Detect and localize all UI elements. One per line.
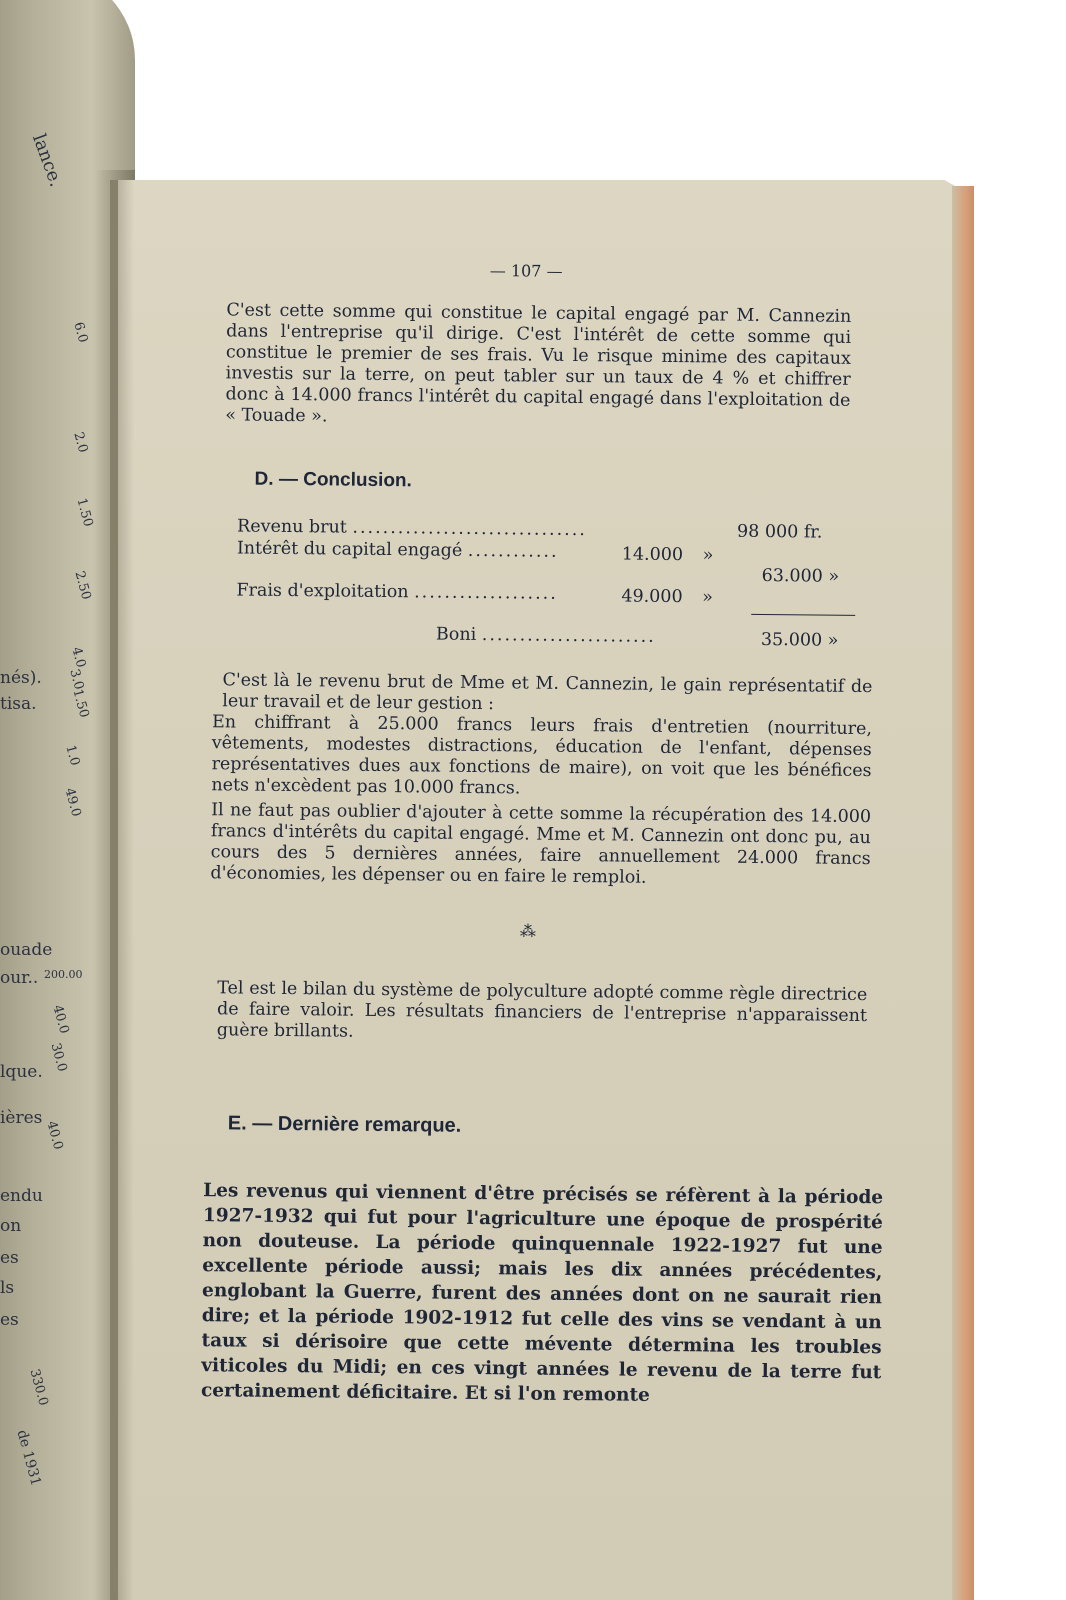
left-fragment: 2.50 — [71, 569, 94, 602]
page-number: — 107 — — [489, 261, 563, 281]
gutter-shadow — [110, 180, 134, 1600]
row-dots: ....................... — [481, 625, 656, 647]
left-fragment: nés). — [0, 668, 42, 688]
left-fragment: ières — [0, 1108, 43, 1128]
left-fragment: 2.0 — [70, 430, 91, 455]
left-fragment: lque. — [0, 1062, 43, 1082]
left-fragment: 330.0 — [26, 1367, 51, 1408]
left-fragment: tisa. — [0, 694, 37, 714]
row-label: Frais d'exploitation — [236, 580, 409, 603]
left-fragment: 1.0 — [62, 743, 83, 768]
row-revenu-brut-value: 98 000 fr. — [736, 521, 823, 543]
left-fragment: ouade — [0, 940, 53, 960]
left-fragment: on — [0, 1216, 22, 1236]
left-fragment: ls — [0, 1278, 15, 1298]
row-interet — [237, 538, 559, 561]
row-revenu-brut — [237, 516, 587, 540]
row-mid-value: 14.000 — [621, 544, 684, 566]
intro-paragraph: C'est cette somme qui constitue le capital engagé par M. Cannezin dans l'entreprise qu'il dirige. C'est l'intérêt de cette somme qui constitue le premier de ses frais. Vu le risque minime des capitaux investis sur la terre, on peut tabler sur un taux de 4 % et chiffrer donc à 14.000 francs l'intérêt du capital engagé dans l'exploitation de « Touade ». — [225, 300, 852, 427]
row-frais — [236, 580, 558, 603]
row-label: Boni — [435, 624, 477, 645]
row-interet-value — [622, 544, 714, 565]
page-edge — [952, 186, 974, 1600]
left-fragment: es — [0, 1310, 19, 1330]
row-label: Intérêt du capital engagé — [236, 538, 463, 561]
row-mid-value: 49.000 — [621, 586, 683, 608]
paragraph-bilan: Tel est le bilan du système de polyculture adopté comme règle directrice de faire valoir. Les résultats financiers de l'entreprise n'apparaissent guère brillants. — [216, 978, 868, 1042]
left-fragment: 30.0 — [47, 1041, 70, 1074]
left-fragment: our.. — [0, 968, 39, 988]
section-e-heading: E. — Dernière remarque. — [227, 1112, 462, 1137]
row-dots: ............ — [467, 540, 559, 562]
row-dots: ............................... — [352, 517, 587, 541]
row-frais-value — [621, 586, 713, 607]
left-fragment: de 1931 — [13, 1428, 44, 1488]
row-subtotal-value: 63.000 » — [761, 565, 840, 587]
row-label: Revenu brut — [237, 516, 347, 538]
left-fragment: endu — [0, 1186, 43, 1206]
left-fragment: 49.0 — [61, 786, 84, 819]
left-fragment: 1.50 — [69, 687, 92, 720]
paragraph-recuperation: Il ne faut pas oublier d'ajouter à cette somme la récupération des 14.000 francs d'intérêts du capital engagé. Mme et M. Cannezin ont donc pu, au cours des 5 dernières années, faire annuellement 24.000 francs d'économies, les dépenser ou en faire le remploi. — [210, 800, 872, 888]
left-fragment: es — [0, 1248, 19, 1268]
left-fragment: 3.0 — [66, 667, 87, 692]
paragraph-derniere-remarque: Les revenus qui viennent d'être précisés se réfèrent à la période 1927-1932 qui fut pour l'agriculture une époque de prospérité non douteuse. La période quinquennale 1922-1927 fut une excellente période aussi; mais les dix années précédentes, englobant la Guerre, furent des années dont on ne saurait rien dire; et la période 1902-1912 fut celle des vins se vendant à un taux si dérisoire que cette mévente détermina les troubles viticoles du Midi; en ces vingt années le revenu de la terre fut certainement déficitaire. Et si l'on remonte — [200, 1180, 884, 1406]
left-fragment: 6.0 — [70, 320, 91, 345]
asterism-ornament: ⁂ — [519, 921, 536, 941]
paragraph-revenu: C'est là le revenu brut de Mme et M. Cannezin, le gain représentatif de leur travail et de leur gestion : — [222, 670, 873, 715]
row-dots: ................... — [414, 582, 558, 604]
left-fragment: 1.50 — [73, 496, 96, 529]
row-mid-unit: » — [702, 545, 714, 566]
left-fragment: 4.0 — [68, 645, 89, 670]
row-mid-unit: » — [702, 587, 714, 608]
left-fragment: 40.0 — [43, 1119, 66, 1152]
left-fragment: 40.0 — [49, 1003, 72, 1036]
left-fragment: 200.00 — [44, 968, 83, 981]
row-boni-value: 35.000 » — [760, 629, 839, 651]
left-fragment: lance. — [28, 131, 67, 190]
paragraph-entretien: En chiffrant à 25.000 francs leurs frais d'entretien (nourriture, vêtements, modestes distractions, éducation de l'enfant, dépenses représentatives dues aux fonctions de maire), on voit que les bénéfices nets n'excèdent pas 10.000 francs. — [211, 712, 873, 799]
row-boni — [436, 625, 656, 647]
section-d-heading: D. — Conclusion. — [254, 468, 412, 492]
